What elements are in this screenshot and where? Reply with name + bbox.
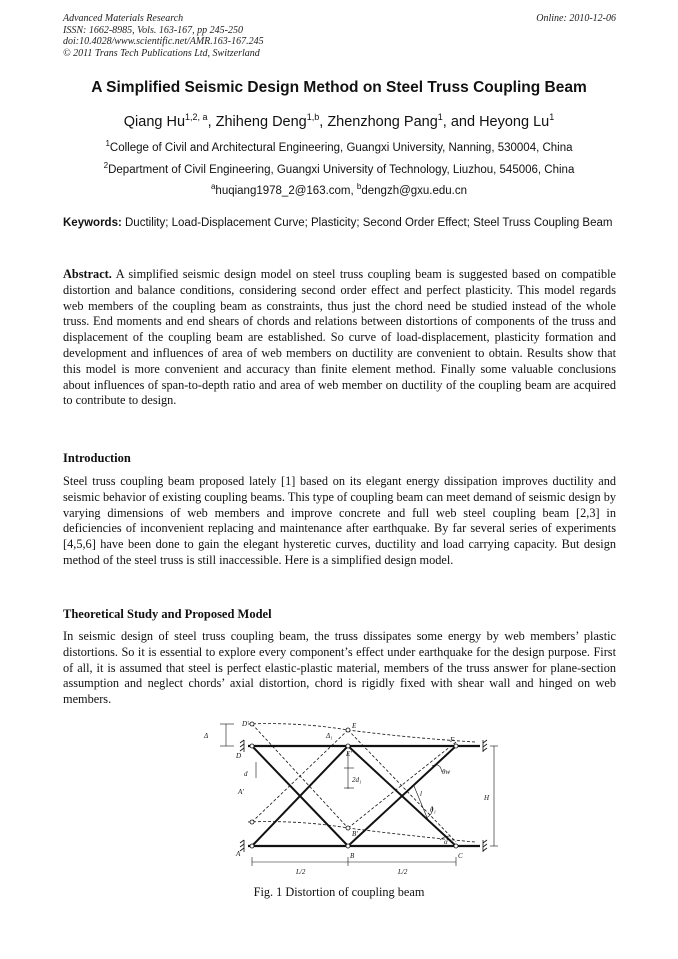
label-delta: Δ	[204, 732, 209, 740]
figure-truss-distortion	[200, 714, 500, 884]
keywords-text: Ductility; Load-Displacement Curve; Plasticity; Second Order Effect; Steel Truss Coupling Beam	[125, 217, 613, 229]
affiliation-text: College of Civil and Architectural Engineering, Guangxi University, Nanning, 530004, China	[109, 141, 573, 154]
journal-name: Advanced Materials Research	[63, 13, 184, 24]
label-l-half-right: L/2	[398, 868, 408, 876]
label-b-prime: B'	[352, 830, 358, 838]
label-l-half-left: L/2	[296, 868, 306, 876]
label-delta1: Δ₁	[326, 732, 333, 740]
section-heading-theory: Theoretical Study and Proposed Model	[63, 607, 272, 621]
affiliation-superscript: 1	[105, 139, 110, 148]
label-theta-w: θw	[442, 768, 451, 776]
issn-line: ISSN: 1662-8985, Vols. 163-167, pp 245-250	[63, 24, 243, 36]
keywords-label: Keywords:	[63, 217, 122, 229]
email-superscript: a	[210, 182, 216, 191]
affiliation-superscript: 2	[103, 161, 109, 170]
label-h: H	[484, 794, 490, 802]
truss-diagram	[200, 714, 500, 884]
abstract-label: Abstract.	[63, 267, 112, 281]
affiliation-1	[40, 139, 638, 154]
label-d-small: d	[244, 770, 248, 778]
label-a-prime: A'	[238, 788, 244, 796]
label-b: B	[350, 852, 355, 860]
deflected-web	[252, 730, 348, 822]
abstract-paragraph	[63, 267, 616, 409]
label-2d1: 2d₁	[352, 776, 362, 784]
email-superscript: b	[356, 182, 362, 191]
author-name: Qiang Hu	[123, 113, 186, 130]
label-theta1: θ₁	[430, 806, 436, 814]
online-date: Online: 2010-12-06	[536, 13, 616, 24]
author-superscript: 1	[437, 112, 443, 122]
author-superscript: 1,2, a	[185, 112, 208, 122]
abstract-text: A simplified seismic design model on steel truss coupling beam is suggested based on compatible distortion and balance conditions, considering second order effect and perfect plasticity. This model regards web members of the coupling beam as constraints, thus just the chord need be studied instead of the whole truss. End moments and end shears of chords and relations between distortions of components of the truss and displacement of the coupling beam are established. So curve of load-displacement, plasticity formation and development and influences of area of web members on ductility are convenient to obtain. Results show that this model is more convenient and accuracy than finite element method. Finally some valuable conclusions about influences of span-to-depth ratio and area of web member on ductility of the coupling beam are acquired to contribute to design.	[63, 267, 616, 408]
theory-paragraph: In seismic design of steel truss coupling beam, the truss dissipates some energy by web members’ plastic distortions. So it is essential to explore every component’s effect under earthquake for the design purpose. First of all, it is assumed that steel is perfect elastic-plastic material, members of the truss answer for plane-section assumption and neglect chords’ axial distortion, chord is rigidly fixed with shear wall and hinged on web members.	[63, 629, 616, 707]
author-name: Heyong Lu	[479, 113, 550, 130]
author-name: Zhenzhong Pang	[327, 113, 438, 130]
label-f: F	[450, 736, 455, 744]
label-d-prime: D'	[242, 720, 249, 728]
figure-caption: Fig. 1 Distortion of coupling beam	[253, 885, 425, 899]
email-line: $^a$huqiang1978_2@163.com, $^b$dengzh@gxu.edu.cn	[210, 182, 468, 197]
label-e: E	[352, 722, 357, 730]
deflected-top-chord	[248, 724, 475, 742]
author-superscript: 1	[549, 112, 555, 122]
author-name: Zhiheng Deng	[215, 113, 307, 130]
label-e-prime: E'	[346, 750, 352, 758]
section-heading-introduction: Introduction	[63, 451, 131, 465]
copyright-line: © 2011 Trans Tech Publications Ltd, Switzerland	[63, 47, 260, 59]
label-l: l	[420, 790, 422, 798]
deflected-web	[348, 742, 456, 828]
paper-title: A Simplified Seismic Design Method on Steel Truss Coupling Beam	[91, 79, 587, 96]
label-d: D	[236, 752, 242, 760]
email-a[interactable]: huqiang1978_2@163.com	[215, 184, 351, 197]
running-header	[63, 13, 616, 59]
affiliation-text: Department of Civil Engineering, Guangxi University of Technology, Liuzhou, 545006, China	[108, 163, 575, 176]
label-alpha: α	[444, 838, 448, 846]
author-superscript: 1,b	[306, 112, 320, 122]
label-c: C	[458, 852, 463, 860]
author-list: Qiang Hu$^{1,2, a}$, Zhiheng Deng$^{1,b}$, Zhenzhong Pang$^1$, and Heyong Lu$^1$	[123, 112, 555, 130]
email-b[interactable]: dengzh@gxu.edu.cn	[361, 184, 468, 197]
doi-line[interactable]: doi:10.4028/www.scientific.net/AMR.163-167.245	[63, 36, 264, 47]
introduction-paragraph: Steel truss coupling beam proposed lately [1] based on its elegant energy dissipation improves ductility and seismic behavior of existing coupling beams. This type of coupling beam can meet demand of seismic design by varying dimensions of web members and improve concrete and full web steel coupling beam [2,3] in deficiencies of inconvenient replacing and maintenance after earthquake. By far several series of experiments [4,5,6] have been done to gain the elegant hysteretic curves, ductility and load carrying capacity. But design method of the steel truss is still inaccessible. Here is a simplified design model.	[63, 474, 617, 567]
label-a: A	[236, 850, 241, 858]
keywords-block	[63, 217, 616, 231]
affiliation-2	[40, 161, 638, 176]
